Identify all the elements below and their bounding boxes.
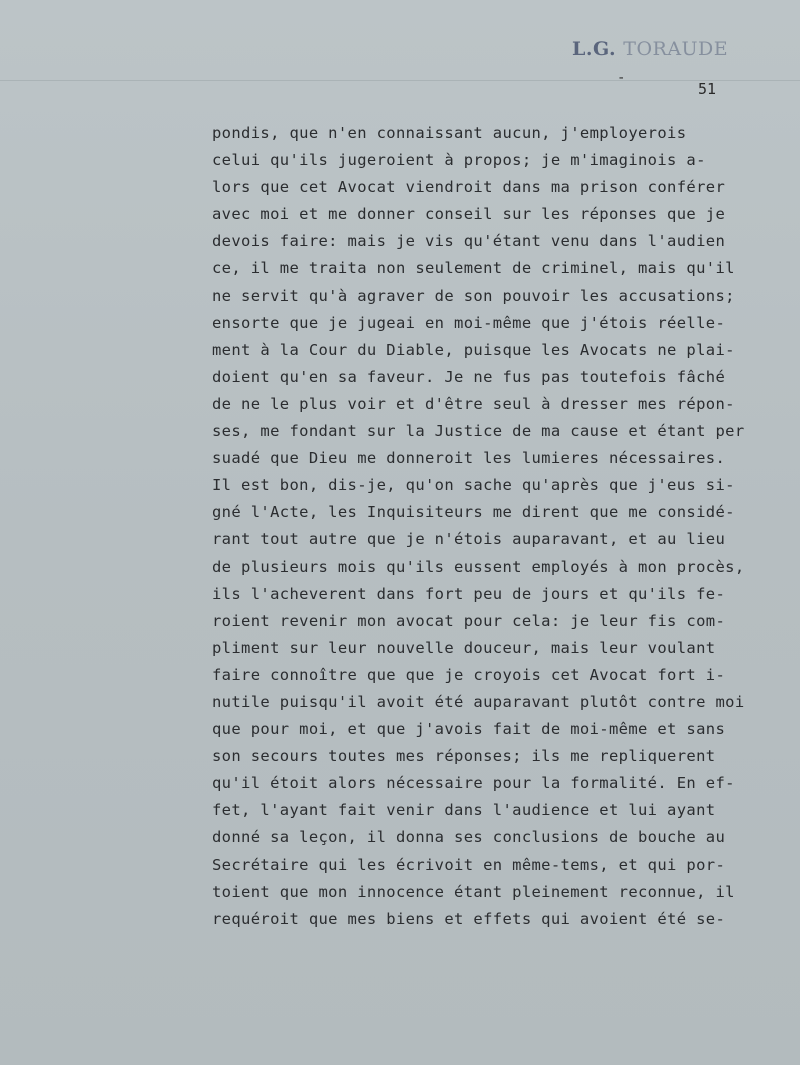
text-line: Secrétaire qui les écrivoit en même-tems, et qui por- xyxy=(212,855,726,874)
text-line: pondis, que n'en connaissant aucun, j'employerois xyxy=(212,124,687,142)
text-line: que pour moi, et que j'avois fait de moi-même et sans xyxy=(212,720,726,739)
page-number: 51 xyxy=(698,80,717,98)
text-line: ensorte que je jugeai en moi-même que j'étois réelle- xyxy=(212,313,726,332)
text-line: fet, l'ayant fait venir dans l'audience et lui ayant xyxy=(212,801,716,820)
stamp-initials: L.G. xyxy=(572,38,617,60)
text-line: suadé que Dieu me donneroit les lumieres nécessaires. xyxy=(212,449,726,468)
typed-text-body xyxy=(212,120,787,933)
text-line: faire connoître que que je croyois cet Avocat fort i- xyxy=(212,665,726,684)
text-line: ses, me fondant sur la Justice de ma cause et étant per xyxy=(212,422,745,441)
text-line: nutile puisqu'il avoit été auparavant plutôt contre moi xyxy=(212,692,745,711)
text-line: devois faire: mais je vis qu'étant venu dans l'audien xyxy=(212,232,726,251)
text-line: lors que cet Avocat viendroit dans ma prison conférer xyxy=(212,178,726,197)
text-line: Il est bon, dis-je, qu'on sache qu'après que j'eus si- xyxy=(212,476,735,495)
text-line: ils l'acheverent dans fort peu de jours et qu'ils fe- xyxy=(212,584,726,603)
text-line: pliment sur leur nouvelle douceur, mais leur voulant xyxy=(212,638,716,657)
header-dash: - xyxy=(617,70,626,86)
text-line: ment à la Cour du Diable, puisque les Avocats ne plai- xyxy=(212,340,735,359)
text-line: requéroit que mes biens et effets qui avoient été se- xyxy=(212,909,726,928)
text-line: roient revenir mon avocat pour cela: je leur fis com- xyxy=(212,611,726,630)
text-line: toient que mon innocence étant pleinement reconnue, il xyxy=(212,882,735,901)
text-line: gné l'Acte, les Inquisiteurs me dirent que me considé- xyxy=(212,503,735,522)
stamp-name: TORAUDE xyxy=(623,38,729,60)
fold-line xyxy=(0,80,800,81)
text-line: ne servit qu'à agraver de son pouvoir les accusations; xyxy=(212,286,735,305)
text-line: doient qu'en sa faveur. Je ne fus pas toutefois fâché xyxy=(212,367,726,386)
text-line: avec moi et me donner conseil sur les réponses que je xyxy=(212,205,726,224)
text-line: de ne le plus voir et d'être seul à dresser mes répon- xyxy=(212,394,735,413)
text-line: son secours toutes mes réponses; ils me repliquerent xyxy=(212,747,716,766)
text-line: ce, il me traita non seulement de criminel, mais qu'il xyxy=(212,259,735,278)
text-line: celui qu'ils jugeroient à propos; je m'imaginois a- xyxy=(212,151,706,170)
text-line: donné sa leçon, il donna ses conclusions de bouche au xyxy=(212,828,726,847)
text-line: de plusieurs mois qu'ils eussent employés à mon procès, xyxy=(212,557,745,576)
archive-stamp xyxy=(572,38,728,60)
text-line: qu'il étoit alors nécessaire pour la formalité. En ef- xyxy=(212,774,735,793)
text-line: rant tout autre que je n'étois auparavant, et au lieu xyxy=(212,530,726,549)
